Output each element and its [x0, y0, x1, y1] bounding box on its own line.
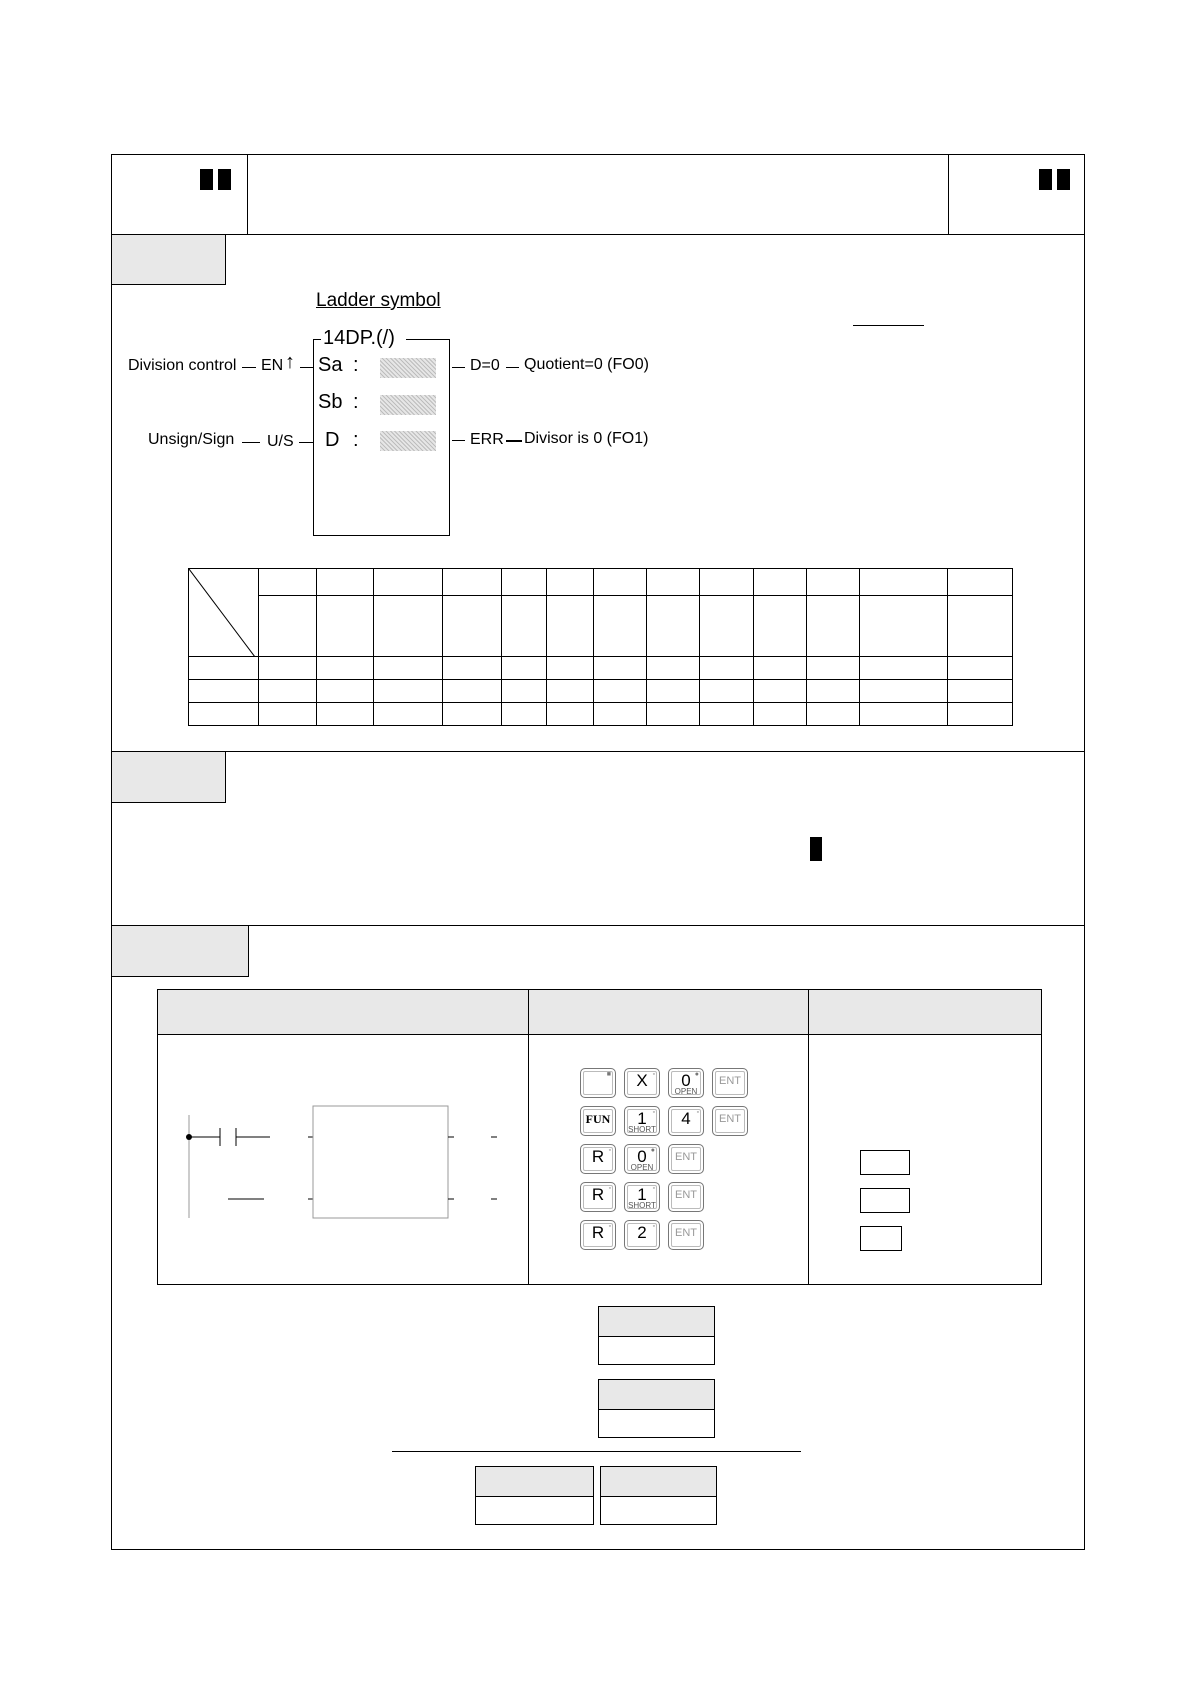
d0-label: Quotient=0 (FO0)	[524, 356, 649, 373]
calc-box-quotient	[475, 1466, 594, 1525]
en-pin: EN	[261, 357, 284, 374]
us-pin: U/S	[267, 433, 294, 450]
ladder-symbol-title: Ladder symbol	[316, 290, 441, 311]
table-corner-diagonal	[189, 569, 255, 657]
operand-sb-field	[380, 395, 436, 415]
operand-sb: Sb	[318, 391, 343, 413]
operand-sa-field	[380, 358, 436, 378]
display-box-1	[860, 1150, 910, 1175]
key-ent[interactable]: ENT	[668, 1182, 704, 1212]
section-tab-description	[111, 751, 226, 803]
header-divider-left	[247, 154, 248, 235]
err-pin: ERR	[470, 431, 504, 448]
section-tab-symbol	[111, 234, 226, 285]
key-2[interactable]: ▫ 2	[624, 1220, 660, 1250]
key-1-short[interactable]: ▫ 1 SHORT	[624, 1182, 660, 1212]
us-label-rule	[242, 442, 260, 443]
key-0-open[interactable]: ● 0 OPEN	[668, 1068, 704, 1098]
key-blank[interactable]: ■	[580, 1068, 616, 1098]
display-box-3	[860, 1226, 902, 1251]
en-label-rule	[242, 367, 256, 368]
key-r[interactable]: ▫ R	[580, 1182, 616, 1212]
header-mark-right-1	[1039, 169, 1052, 190]
en-rising-arrow: ↑	[285, 351, 295, 373]
us-pin-rule	[299, 442, 313, 443]
section-2-rule	[111, 751, 1085, 752]
d0-label-rule	[506, 367, 519, 368]
operand-sa: Sa	[318, 354, 343, 376]
key-ent[interactable]: ENT	[712, 1106, 748, 1136]
operand-d: D	[325, 429, 340, 451]
err-label-rule	[506, 440, 522, 442]
example-col-divider-2	[808, 989, 809, 1285]
operand-d-field	[380, 431, 436, 451]
key-0-open[interactable]: ● 0 OPEN	[624, 1144, 660, 1174]
calc-box-sa	[598, 1306, 715, 1365]
key-4[interactable]: ▫ 4	[668, 1106, 704, 1136]
division-rule	[392, 1451, 801, 1452]
operand-sb-colon: :	[353, 391, 359, 413]
section-tab-example	[111, 925, 249, 977]
keypad	[580, 1068, 760, 1253]
us-label: Unsign/Sign	[148, 431, 235, 448]
header-bottom-rule	[111, 234, 1085, 235]
display-box-2	[860, 1188, 910, 1213]
en-label: Division control	[128, 357, 237, 374]
key-ent[interactable]: ENT	[712, 1068, 748, 1098]
calc-box-remainder	[600, 1466, 717, 1525]
calc-box-sb	[598, 1379, 715, 1438]
err-label: Divisor is 0 (FO1)	[524, 430, 649, 447]
header-mark-left-1	[200, 169, 213, 190]
operand-sa-colon: :	[353, 354, 359, 376]
header-mark-left-2	[218, 169, 231, 190]
key-r[interactable]: ▫ R	[580, 1144, 616, 1174]
err-pin-rule	[452, 440, 465, 441]
d0-pin-rule	[452, 367, 465, 368]
d0-pin: D=0	[470, 357, 500, 374]
key-ent[interactable]: ENT	[668, 1144, 704, 1174]
header-divider-right	[948, 154, 949, 235]
key-r[interactable]: ▫ R	[580, 1220, 616, 1250]
ladder-diagram	[160, 1100, 510, 1250]
short-rule	[853, 325, 924, 326]
block-top-left	[313, 339, 321, 340]
example-table-header	[158, 990, 1041, 1035]
header-mark-right-2	[1057, 169, 1070, 190]
en-pin-rule	[300, 367, 313, 368]
text-marker	[810, 837, 822, 861]
key-1-short[interactable]: ▫ 1 SHORT	[624, 1106, 660, 1136]
section-3-rule	[111, 925, 1085, 926]
function-name: 14DP.(/)	[323, 327, 395, 349]
block-top-right	[406, 339, 450, 340]
key-x[interactable]: ▫ X	[624, 1068, 660, 1098]
example-col-divider-1	[528, 989, 529, 1285]
operand-range-table	[188, 568, 1013, 726]
operand-d-colon: :	[353, 429, 359, 451]
key-ent[interactable]: ENT	[668, 1220, 704, 1250]
table-corner-cell	[189, 569, 259, 657]
key-fun[interactable]: FUN	[580, 1106, 616, 1136]
